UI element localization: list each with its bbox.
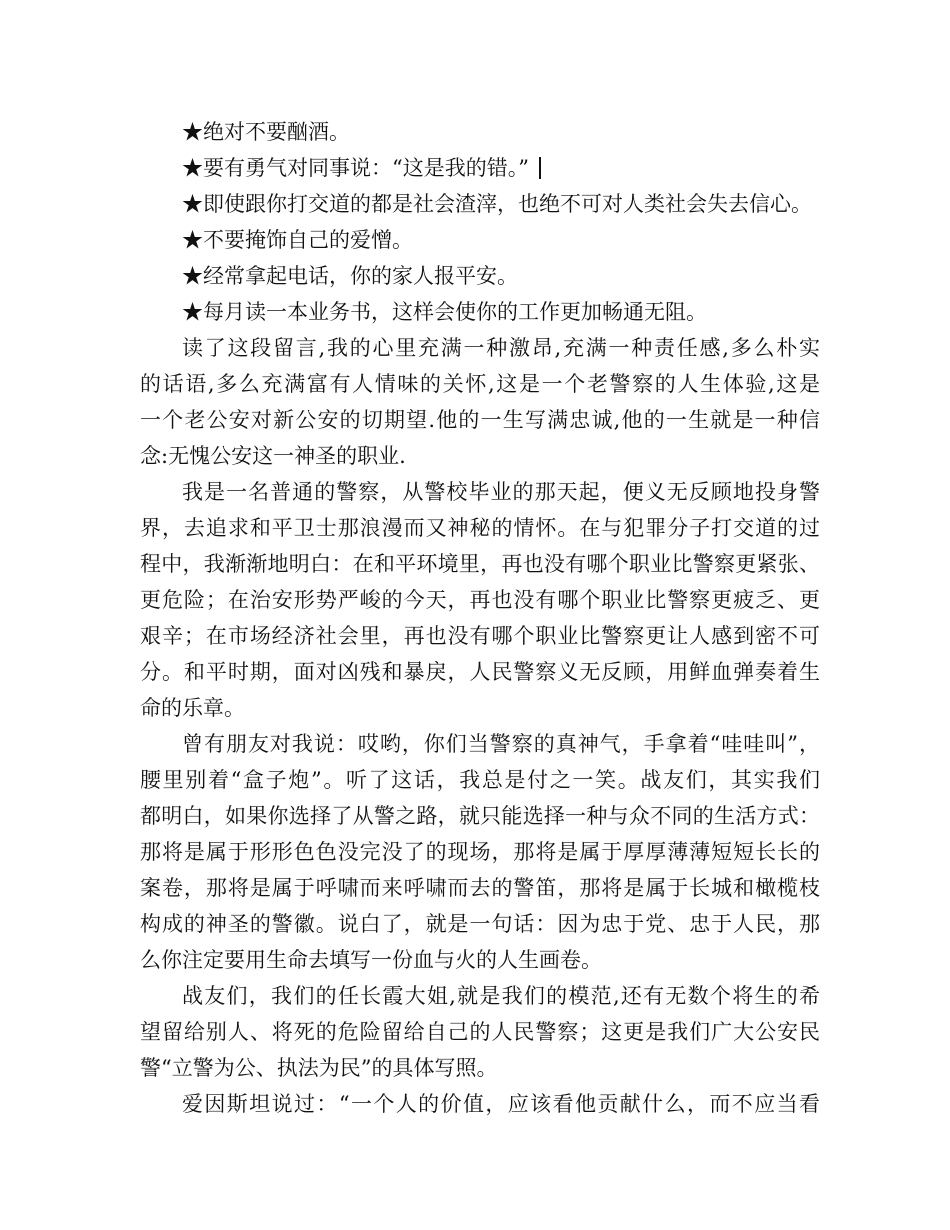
text-cursor bbox=[539, 157, 541, 179]
paragraph-line: 一个老公安对新公安的切期望.他的一生写满忠诚,他的一生就是一种信 bbox=[140, 408, 820, 432]
paragraph bbox=[140, 978, 820, 1086]
rule-item: ★经常拿起电话，你的家人报平安。 bbox=[182, 264, 518, 288]
paragraph-line: 望留给别人、将死的危险留给自己的人民警察；这更是我们广大公安民 bbox=[140, 1020, 820, 1044]
paragraph bbox=[140, 474, 820, 726]
paragraph-line: 腰里别着“盒子炮”。听了这话，我总是付之一笑。战友们，其实我们 bbox=[140, 768, 820, 792]
rule-text: ★要有勇气对同事说：“这是我的错。” bbox=[182, 156, 529, 180]
paragraph-line: 警“立警为公、执法为民”的具体写照。 bbox=[140, 1056, 498, 1080]
paragraph-line: 么你注定要用生命去填写一份血与火的人生画卷。 bbox=[140, 948, 602, 972]
paragraph-line: 界，去追求和平卫士那浪漫而又神秘的情怀。在与犯罪分子打交道的过 bbox=[140, 516, 820, 540]
paragraph-line: 案卷，那将是属于呼啸而来呼啸而去的警笛，那将是属于长城和橄榄枝 bbox=[140, 876, 820, 900]
paragraph bbox=[140, 1086, 820, 1122]
paragraph-line: 爱因斯坦说过：“一个人的价值，应该看他贡献什么，而不应当看 bbox=[182, 1092, 820, 1116]
rule-item: ★绝对不要酗酒。 bbox=[182, 120, 350, 144]
paragraph-line: 分。和平时期，面对凶残和暴戾，人民警察义无反顾，用鲜血弹奏着生 bbox=[140, 660, 820, 684]
paragraph-line: 战友们，我们的任长霞大姐,就是我们的模范,还有无数个将生的希 bbox=[182, 984, 820, 1008]
paragraph-line: 我是一名普通的警察，从警校毕业的那天起，便义无反顾地投身警 bbox=[182, 480, 820, 504]
paragraph bbox=[140, 330, 820, 474]
paragraph-line: 曾有朋友对我说：哎哟，你们当警察的真神气，手拿着“哇哇叫”， bbox=[182, 732, 820, 756]
paragraph-line: 更危险；在治安形势严峻的今天，再也没有哪个职业比警察更疲乏、更 bbox=[140, 588, 820, 612]
paragraph-line: 念:无愧公安这一神圣的职业. bbox=[140, 444, 406, 468]
paragraph-line: 艰辛；在市场经济社会里，再也没有哪个职业比警察更让人感到密不可 bbox=[140, 624, 820, 648]
paragraph-line: 命的乐章。 bbox=[140, 696, 245, 720]
paragraph bbox=[140, 726, 820, 978]
paragraph-line: 都明白，如果你选择了从警之路，就只能选择一种与众不同的生活方式： bbox=[140, 804, 820, 828]
document-body bbox=[140, 114, 820, 1122]
paragraph-line: 那将是属于形形色色没完没了的现场，那将是属于厚厚薄薄短短长长的 bbox=[140, 840, 820, 864]
rule-item: ★每月读一本业务书，这样会使你的工作更加畅通无阻。 bbox=[182, 300, 707, 324]
rule-item: ★即使跟你打交道的都是社会渣滓，也绝不可对人类社会失去信心。 bbox=[182, 192, 812, 216]
paragraph-line: 构成的神圣的警徽。说白了，就是一句话：因为忠于党、忠于人民，那 bbox=[140, 912, 820, 936]
paragraph-line: 读了这段留言,我的心里充满一种激昂,充满一种责任感,多么朴实 bbox=[182, 336, 820, 360]
rule-item: ★不要掩饰自己的爱憎。 bbox=[182, 228, 413, 252]
rule-item bbox=[140, 150, 820, 186]
paragraph-line: 程中，我渐渐地明白：在和平环境里，再也没有哪个职业比警察更紧张、 bbox=[140, 552, 820, 576]
paragraph-line: 的话语,多么充满富有人情味的关怀,这是一个老警察的人生体验,这是 bbox=[140, 372, 820, 396]
